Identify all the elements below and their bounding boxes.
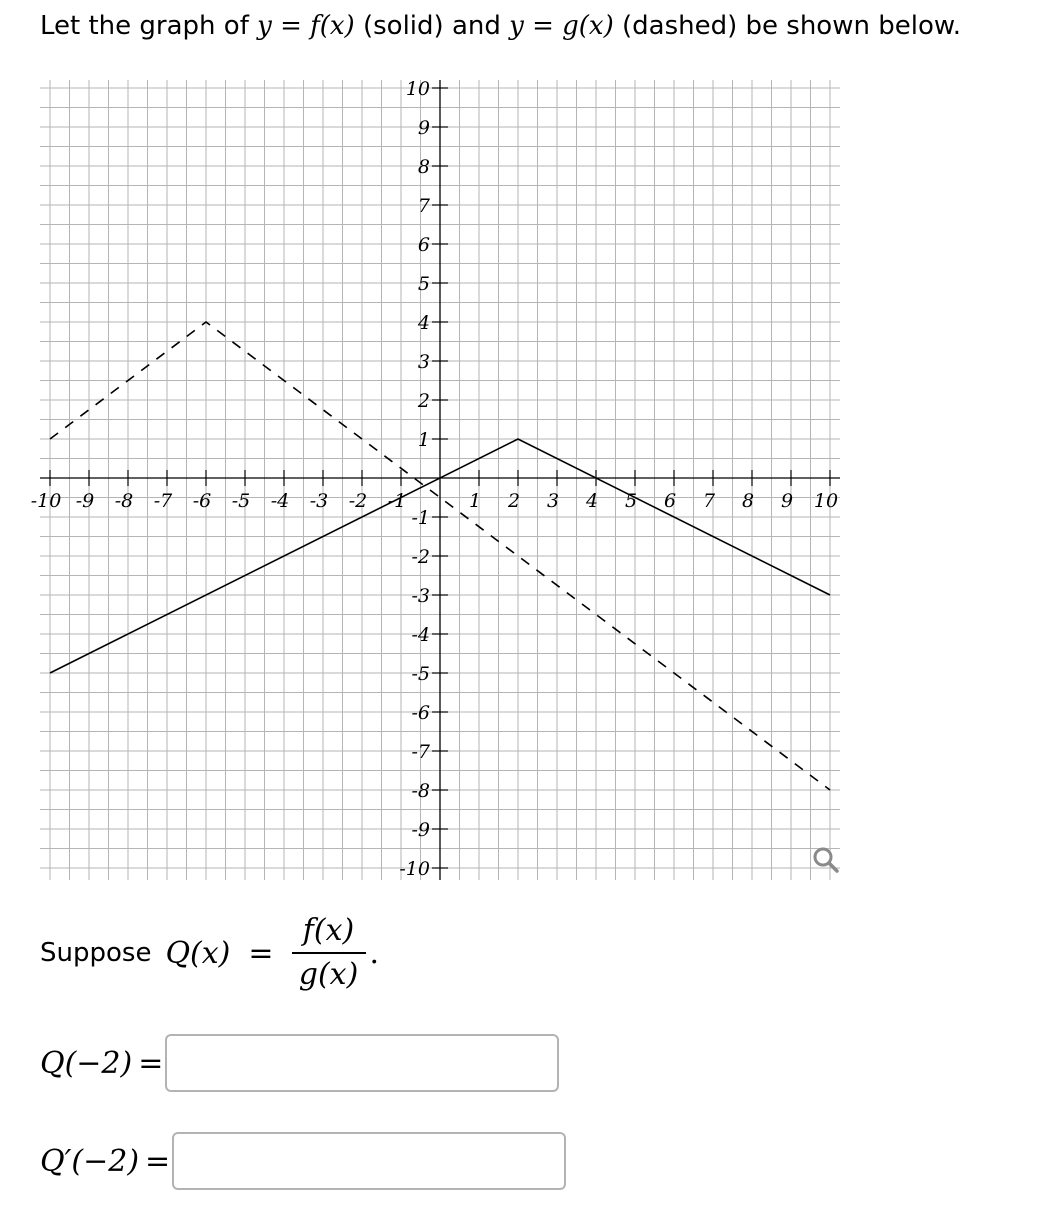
- y-tick-label: 7: [417, 195, 430, 217]
- y-tick-label: -9: [411, 819, 430, 841]
- x-tick-label: -8: [114, 490, 134, 512]
- x-tick-label: -1: [387, 490, 407, 512]
- y-tick-label: -3: [411, 585, 430, 607]
- y-tick-label: 9: [417, 117, 430, 139]
- fraction-numerator: f(x): [302, 913, 355, 948]
- axes: [40, 80, 840, 880]
- magnifier-icon[interactable]: [808, 842, 842, 876]
- answer-equals-q-prime: =: [145, 1143, 171, 1179]
- y-tick-label: -10: [399, 858, 430, 880]
- x-tick-label: -2: [348, 490, 368, 512]
- y-tick-label: 6: [417, 234, 430, 256]
- fraction-denominator: g(x): [298, 957, 359, 992]
- definition-period: .: [369, 935, 380, 971]
- suppose-word: Suppose: [40, 938, 152, 968]
- x-tick-label: -5: [231, 490, 251, 512]
- intro-lead: Let the graph of: [40, 11, 249, 41]
- intro-tail: be shown below.: [745, 11, 961, 41]
- answer-row-q-prime: [40, 1132, 566, 1190]
- quotient-definition: [40, 908, 379, 998]
- x-tick-label: -10: [30, 490, 62, 512]
- y-tick-label: -6: [411, 702, 430, 724]
- x-tick-label: -9: [75, 490, 95, 512]
- x-tick-label: 10: [813, 490, 839, 512]
- y-tick-label: -4: [411, 624, 430, 646]
- y-tick-label: 3: [417, 351, 430, 373]
- y-tick-label: 5: [417, 273, 430, 295]
- q-prime-value-input[interactable]: [172, 1132, 566, 1190]
- quotient-fraction: [292, 914, 366, 992]
- x-tick-label: 4: [585, 490, 599, 512]
- fraction-bar: [292, 952, 366, 954]
- x-tick-label: -4: [270, 490, 290, 512]
- answer-equals-q: =: [138, 1045, 164, 1081]
- y-tick-label: 1: [417, 429, 430, 451]
- x-tick-label: 2: [507, 490, 521, 512]
- x-tick-label: -7: [153, 490, 173, 512]
- answer-label-q-prime: Q′(−2): [40, 1143, 140, 1179]
- q-value-input[interactable]: [165, 1034, 559, 1092]
- q-lhs: Q(x): [165, 935, 231, 971]
- answer-row-q: [40, 1034, 559, 1092]
- answer-label-q: Q(−2): [40, 1045, 133, 1081]
- x-tick-label: -3: [309, 490, 329, 512]
- x-tick-label: 6: [663, 490, 677, 512]
- tick-labels: [31, 78, 838, 880]
- f-style: (solid): [362, 11, 444, 41]
- x-tick-label: -6: [192, 490, 212, 512]
- y-tick-label: -7: [411, 741, 430, 763]
- x-tick-label: 1: [468, 490, 482, 512]
- y-tick-label: -8: [411, 780, 430, 802]
- y-tick-label: -5: [411, 663, 430, 685]
- y-tick-label: 8: [417, 156, 430, 178]
- intro-conj: and: [451, 11, 501, 41]
- y-tick-label: -1: [411, 507, 430, 529]
- y-tick-label: 2: [417, 390, 430, 412]
- q-equals: =: [248, 935, 274, 971]
- x-tick-label: 5: [624, 490, 638, 512]
- g-equation: y = g(x): [509, 11, 614, 41]
- y-tick-label: 4: [417, 312, 430, 334]
- y-tick-label: 10: [405, 78, 430, 100]
- x-tick-label: 3: [546, 490, 560, 512]
- g-style: (dashed): [622, 11, 738, 41]
- y-tick-label: -2: [411, 546, 430, 568]
- f-equation: y = f(x): [257, 11, 355, 41]
- x-tick-label: 7: [702, 490, 716, 512]
- x-tick-label: 8: [741, 490, 755, 512]
- x-tick-label: 9: [780, 490, 794, 512]
